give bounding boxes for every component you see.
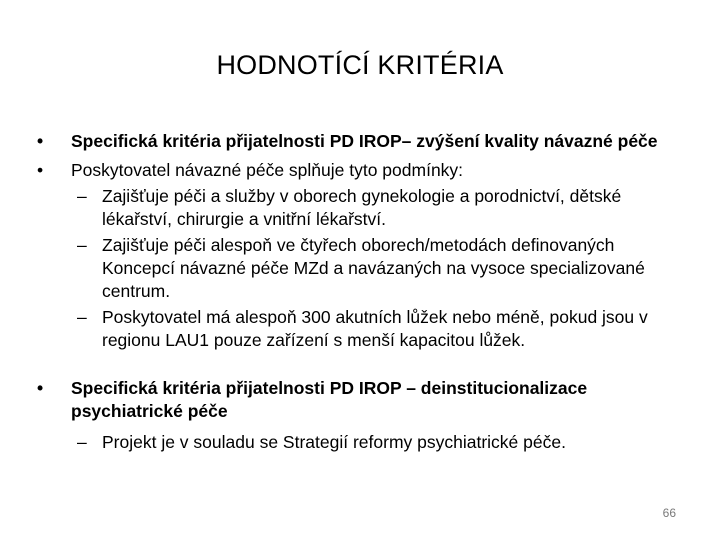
bullet-item-3 bbox=[37, 377, 677, 423]
sub-item-2-1 bbox=[37, 185, 677, 231]
page-number: 66 bbox=[662, 506, 676, 520]
sub-item-text: Zajišťuje péči a služby v oborech gynekologie a porodnictví, dětské lékařství, chirurgie a vnitřní lékařství. bbox=[102, 186, 622, 229]
dash-icon: – bbox=[77, 235, 87, 255]
sub-item-text: Poskytovatel má alespoň 300 akutních lůžek nebo méně, pokud jsou v regionu LAU1 pouze zařízení s menší kapacitou lůžek. bbox=[102, 307, 648, 350]
bullet-icon: • bbox=[37, 160, 44, 180]
bullet-text: Poskytovatel návazné péče splňuje tyto podmínky: bbox=[71, 160, 464, 180]
bullet-text: Specifická kritéria přijatelnosti PD IROP – deinstitucionalizace psychiatrické péče bbox=[71, 378, 588, 421]
slide-title: HODNOTÍCÍ KRITÉRIA bbox=[216, 50, 504, 80]
bullet-item-2 bbox=[37, 159, 677, 182]
slide-content bbox=[37, 130, 677, 454]
bullet-icon: • bbox=[37, 378, 44, 398]
bullet-text: Specifická kritéria přijatelnosti PD IROP– zvýšení kvality návazné péče bbox=[71, 131, 658, 151]
sub-item-2-2 bbox=[37, 234, 677, 303]
sub-item-3-1 bbox=[37, 431, 677, 454]
bullet-icon: • bbox=[37, 131, 44, 151]
dash-icon: – bbox=[77, 432, 87, 452]
dash-icon: – bbox=[77, 307, 87, 327]
dash-icon: – bbox=[77, 186, 87, 206]
sub-item-text: Projekt je v souladu se Strategií reformy psychiatrické péče. bbox=[102, 432, 566, 452]
bullet-item-1 bbox=[37, 130, 677, 153]
sub-item-2-3 bbox=[37, 306, 677, 352]
sub-item-text: Zajišťuje péči alespoň ve čtyřech oborech/metodách definovaných Koncepcí návazné péče MZd a navázaných na vysoce specializované centrum. bbox=[102, 235, 645, 301]
